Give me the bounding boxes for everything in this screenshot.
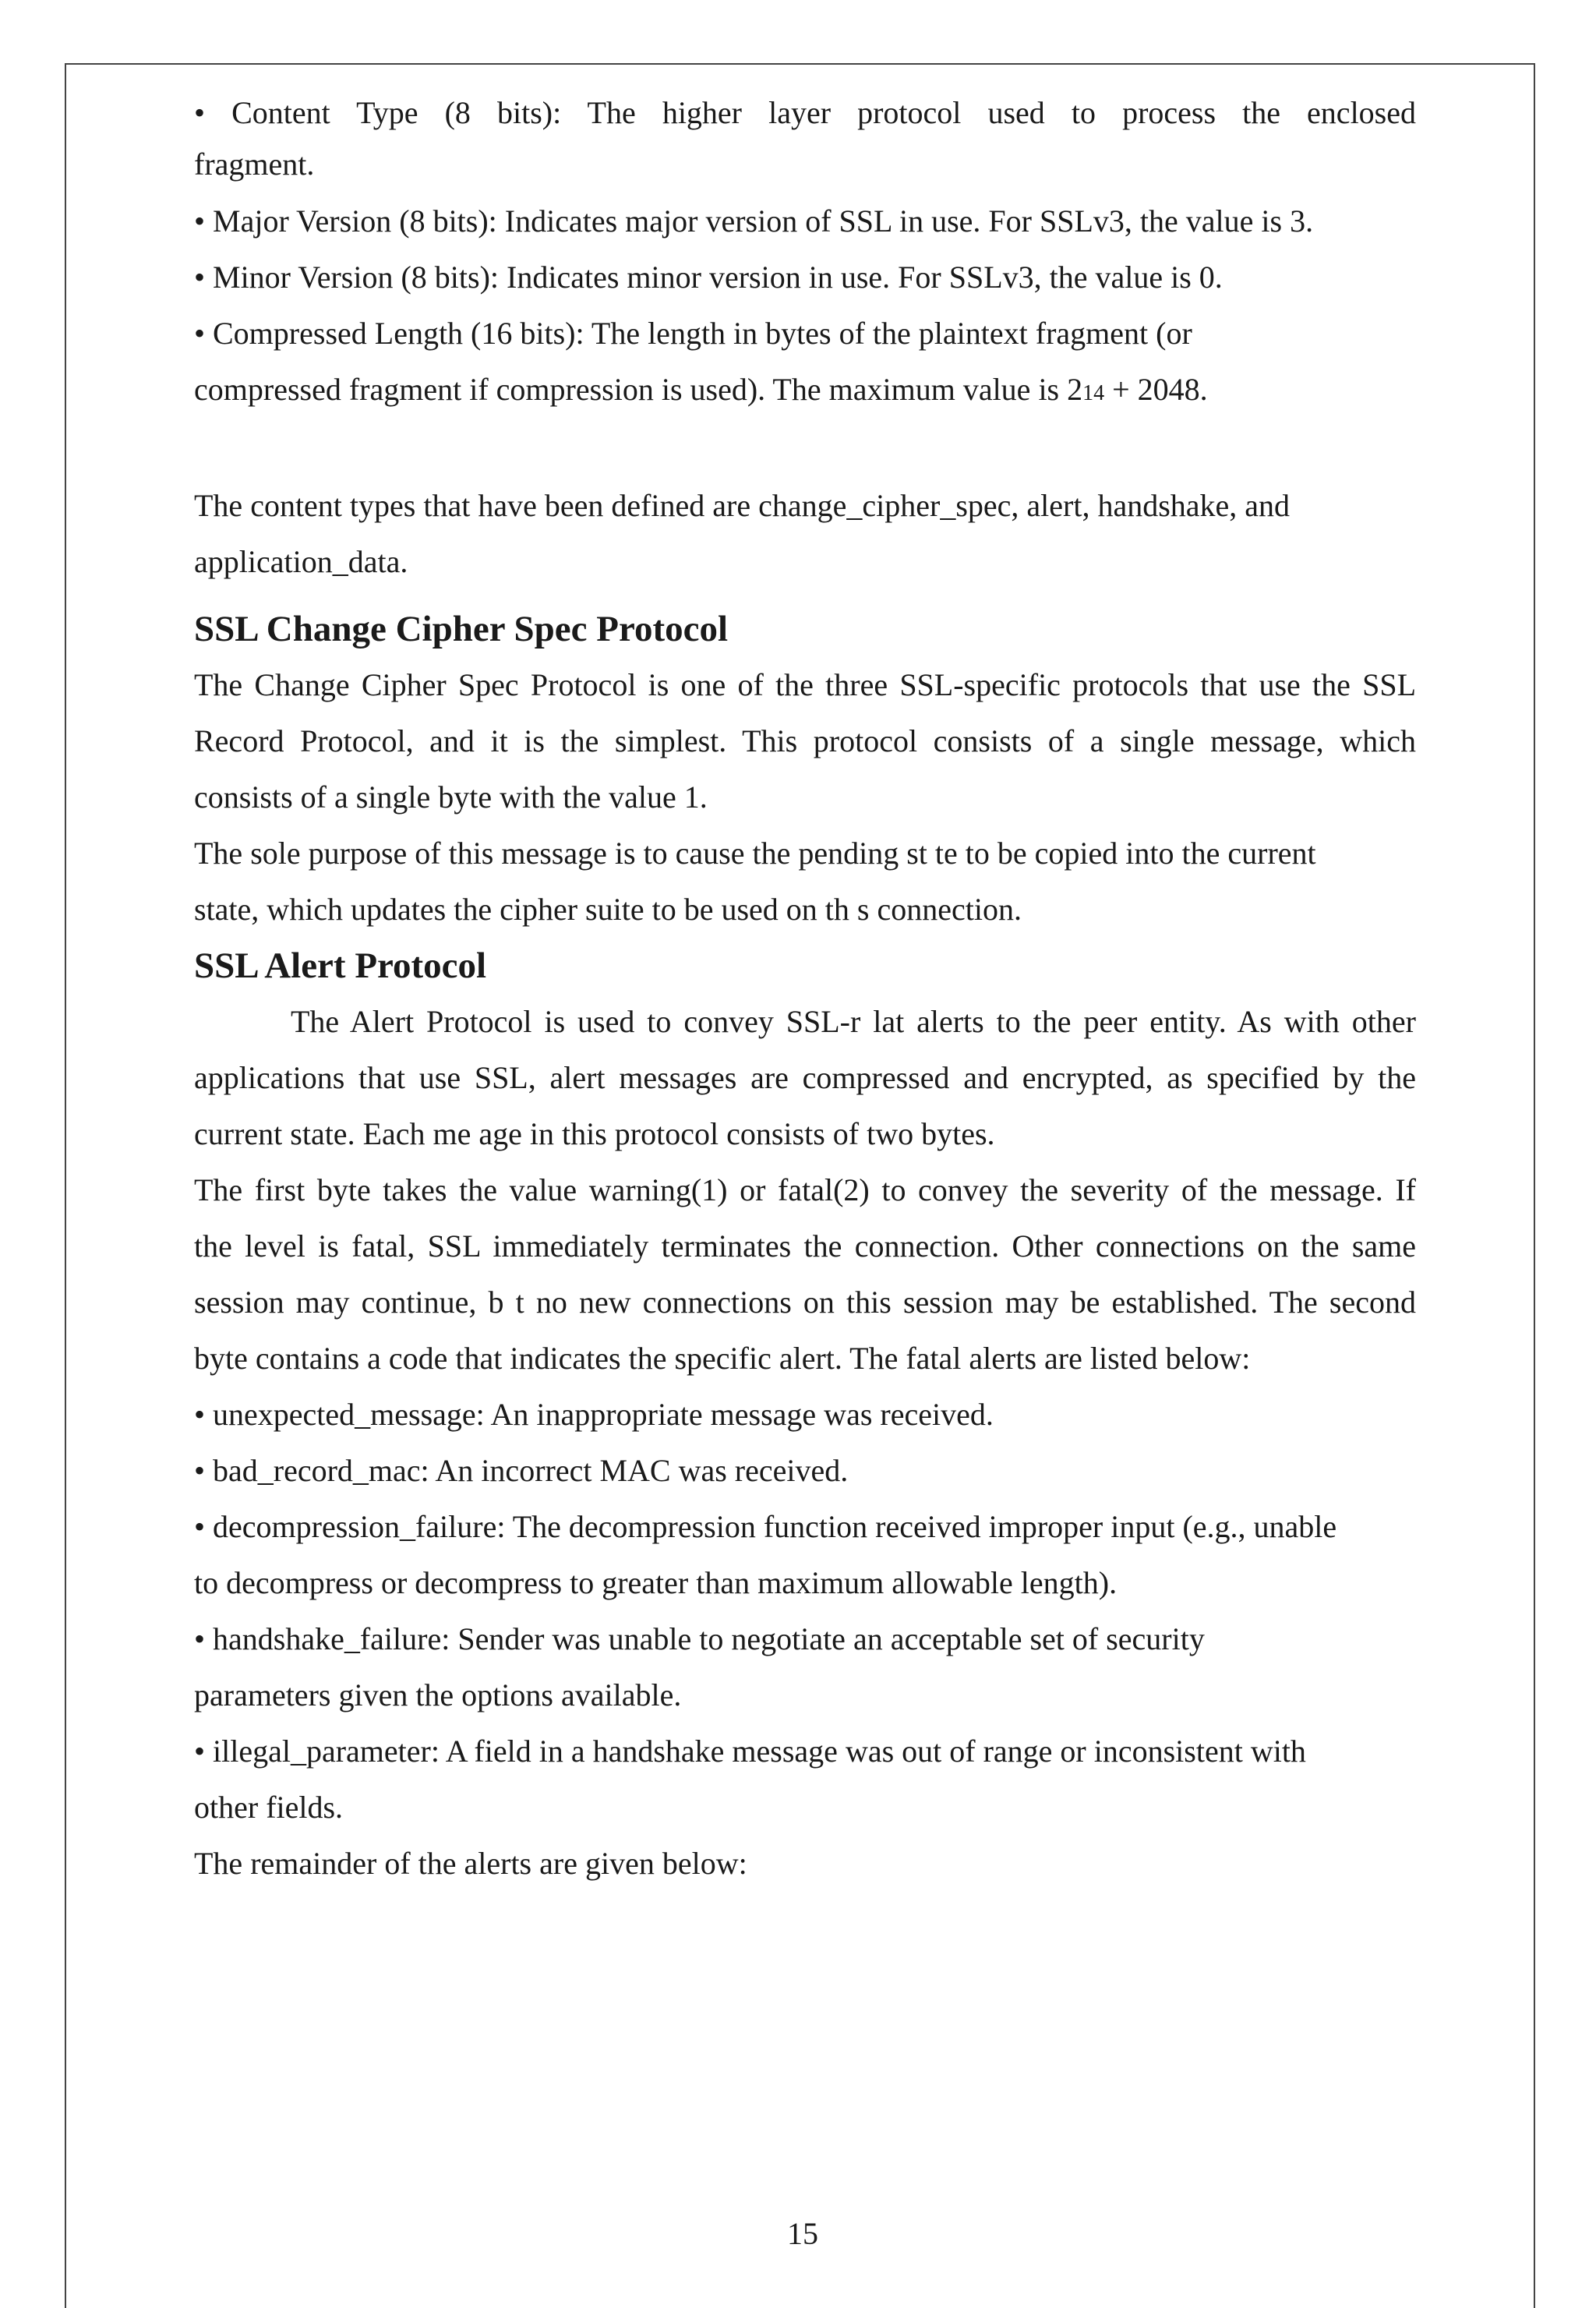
compressed-length-suffix: + 2048.: [1104, 372, 1208, 407]
bullet-content-type-line-1: • Content Type (8 bits): The higher layer protocol used to process the enclosed: [194, 95, 1416, 130]
bullet-decompression-failure-line-2: to decompress or decompress to greater than maximum allowable length).: [194, 1565, 1118, 1600]
page-number: 15: [787, 2216, 818, 2251]
content-types-line-1: The content types that have been defined are change_cipher_spec, alert, handshake, and: [194, 488, 1291, 523]
change-cipher-p2-line-2: state, which updates the cipher suite to be used on th s connection.: [194, 892, 1022, 927]
bullet-handshake-failure-line-2: parameters given the options available.: [194, 1677, 682, 1712]
bullet-major-version: • Major Version (8 bits): Indicates major version of SSL in use. For SSLv3, the value is 3.: [194, 203, 1314, 239]
bullet-compressed-length-line-1: • Compressed Length (16 bits): The length in bytes of the plaintext fragment (or: [194, 316, 1192, 351]
section-heading-change-cipher-spec: SSL Change Cipher Spec Protocol: [194, 609, 729, 649]
alert-p2-line-2: the level is fatal, SSL immediately terminates the connection. Other connections on the same: [194, 1228, 1416, 1264]
change-cipher-p1-line-1: The Change Cipher Spec Protocol is one of the three SSL-specific protocols that use the SSL: [194, 667, 1416, 702]
alert-p2-line-1: The first byte takes the value warning(1) or fatal(2) to convey the severity of the message. If: [194, 1172, 1416, 1207]
alert-p1-line-2: applications that use SSL, alert messages are compressed and encrypted, as specified by the: [194, 1060, 1416, 1095]
section-heading-alert-protocol: SSL Alert Protocol: [194, 945, 487, 986]
bullet-illegal-parameter-line-2: other fields.: [194, 1790, 344, 1825]
alert-p2-line-3: session may continue, b t no new connections on this session may be established. The second: [194, 1285, 1416, 1320]
compressed-length-exponent: 14: [1082, 381, 1105, 405]
alert-p1-line-3: current state. Each me age in this protocol consists of two bytes.: [194, 1116, 995, 1151]
paragraph-gap: [194, 422, 1416, 478]
bullet-illegal-parameter-line-1: • illegal_parameter: A field in a handshake message was out of range or inconsistent with: [194, 1734, 1306, 1769]
compressed-length-text: compressed fragment if compression is used). The maximum value is 2: [194, 372, 1083, 407]
change-cipher-p2-line-1: The sole purpose of this message is to cause the pending st te to be copied into the current: [194, 836, 1316, 871]
bullet-decompression-failure-line-1: • decompression_failure: The decompression function received improper input (e.g., unable: [194, 1509, 1337, 1544]
change-cipher-p1-line-2: Record Protocol, and it is the simplest. This protocol consists of a single message, which: [194, 723, 1416, 758]
alert-p1-line-1: The Alert Protocol is used to convey SSL-r lat alerts to the peer entity. As with other: [291, 1004, 1416, 1039]
change-cipher-p1-line-3: consists of a single byte with the value 1.: [194, 779, 708, 815]
remainder-alerts-line: The remainder of the alerts are given below:: [194, 1846, 747, 1881]
bullet-compressed-length-line-2: [194, 362, 1416, 422]
content-types-line-2: application_data.: [194, 544, 408, 579]
alert-p2-line-4: byte contains a code that indicates the specific alert. The fatal alerts are listed below:: [194, 1341, 1251, 1376]
document-body: [194, 87, 1416, 1892]
bullet-handshake-failure-line-1: • handshake_failure: Sender was unable to negotiate an acceptable set of security: [194, 1621, 1205, 1656]
bullet-unexpected-message: • unexpected_message: An inappropriate message was received.: [194, 1397, 994, 1432]
bullet-content-type-line-2: fragment.: [194, 147, 315, 182]
bullet-minor-version: • Minor Version (8 bits): Indicates minor version in use. For SSLv3, the value is 0.: [194, 260, 1223, 295]
bullet-bad-record-mac: • bad_record_mac: An incorrect MAC was received.: [194, 1453, 849, 1488]
